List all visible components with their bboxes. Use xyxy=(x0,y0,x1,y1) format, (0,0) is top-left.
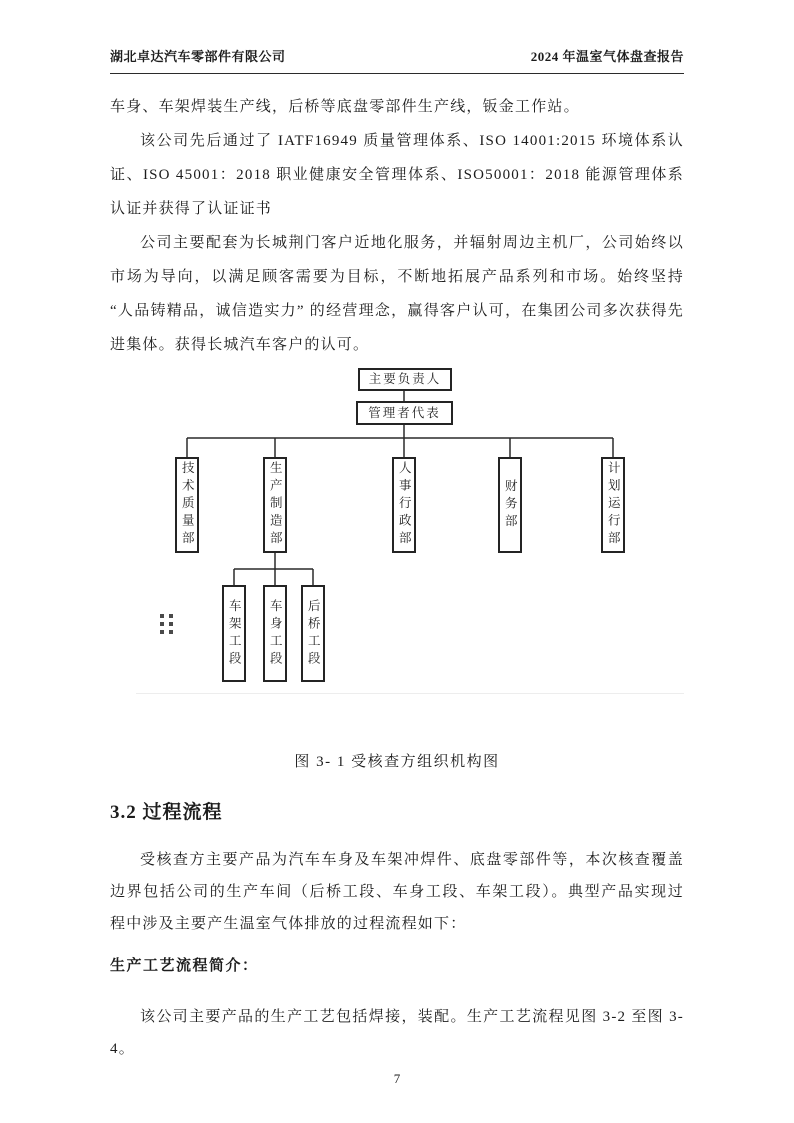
org-box-dept-planning: 计划运行部 xyxy=(601,457,625,553)
figure-caption: 图 3- 1 受核查方组织机构图 xyxy=(294,754,500,770)
figure-image-bottom-edge xyxy=(136,693,684,694)
org-box-label: 主要负责人 xyxy=(368,372,442,387)
org-box-dept-tech-quality: 技术质量部 xyxy=(175,457,199,553)
org-box-label: 管理者代表 xyxy=(368,405,441,420)
org-box-workshop-body: 车身工段 xyxy=(263,585,287,682)
paragraph-company-philosophy: 公司主要配套为长城荆门客户近地化服务，并辐射周边主机厂，公司始终以市场为导向，以满足顾客需要为目标，不断地拓展产品系列和市场。始终坚持“人品铸精品，诚信造实力” 的经营理念，赢得客户认可，在集团公司多次获得先进集体。获得长城汽车客户的认可。 xyxy=(110,235,684,353)
paragraph-process-summary: 该公司主要产品的生产工艺包括焊接，装配。生产工艺流程见图 3-2 至图 3-4。 xyxy=(110,1009,684,1057)
section-body-text xyxy=(110,844,684,940)
paragraph-certifications: 该公司先后通过了 IATF16949 质量管理体系、ISO 14001:2015 环境体系认证、ISO 45001：2018 职业健康安全管理体系、ISO50001：2018 能源管理体系认证并获得了认证证书 xyxy=(110,133,684,217)
org-chart-figure xyxy=(110,364,684,694)
org-box-dept-hr-admin: 人事行政部 xyxy=(392,457,416,553)
header-company-name: 湖北卓达汽车零部件有限公司 xyxy=(110,49,286,64)
org-box-workshop-rear-axle: 后桥工段 xyxy=(301,585,325,682)
org-box-dept-production: 生产制造部 xyxy=(263,457,287,553)
subheading-process-intro: 生产工艺流程简介： xyxy=(110,958,259,974)
page-number: 7 xyxy=(393,1071,401,1086)
page-header xyxy=(110,46,684,74)
org-box-dept-finance: 财务部 xyxy=(498,457,522,553)
section-heading-3-2: 3.2 过程流程 xyxy=(110,802,223,823)
org-box-top-leader xyxy=(358,368,452,391)
org-box-management-rep xyxy=(356,401,453,425)
paragraph-verification-scope: 受核查方主要产品为汽车车身及车架冲焊件、底盘零部件等，本次核查覆盖边界包括公司的生产车间（后桥工段、车身工段、车架工段）。典型产品实现过程中涉及主要产生温室气体排放的过程流程如下： xyxy=(110,852,684,932)
paragraph-production-lines: 车身、车架焊装生产线，后桥等底盘零部件生产线，钣金工作站。 xyxy=(110,99,580,115)
org-box-workshop-frame: 车架工段 xyxy=(222,585,246,682)
body-text xyxy=(110,90,684,362)
closing-body-text xyxy=(110,1001,684,1065)
header-report-title: 2024 年温室气体盘查报告 xyxy=(530,49,684,64)
anchor-dots-icon xyxy=(160,614,174,636)
